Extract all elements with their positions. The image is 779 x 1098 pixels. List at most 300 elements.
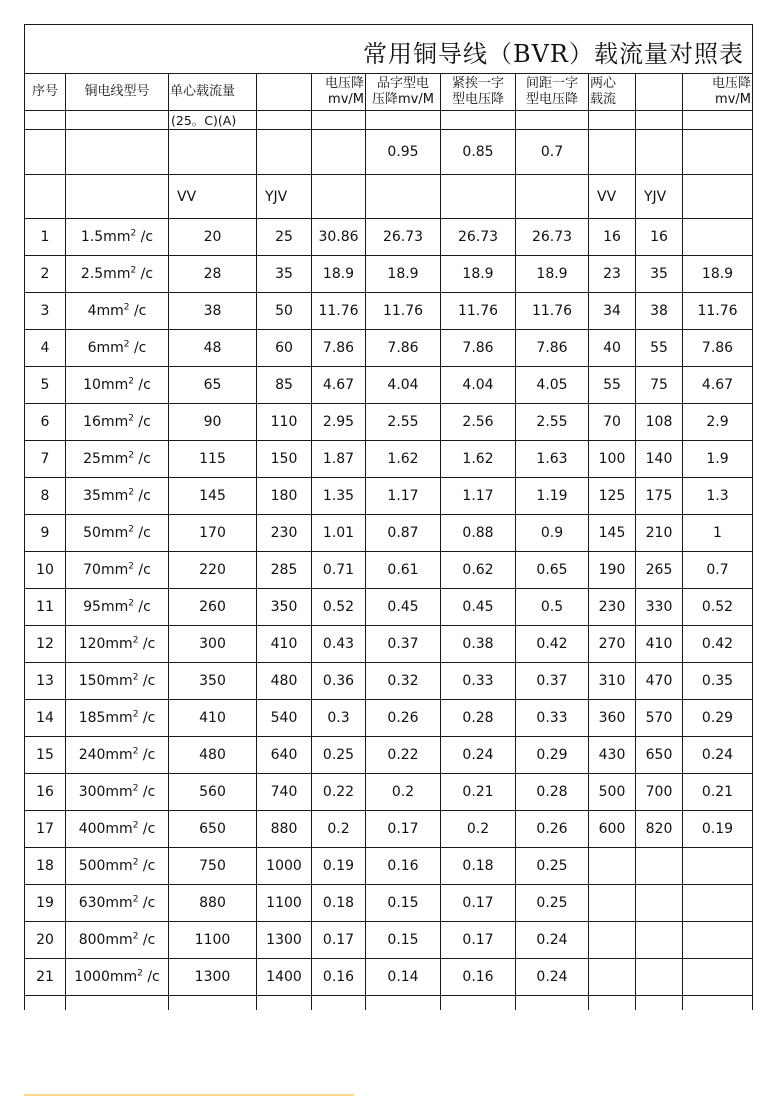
header-row <box>25 74 753 111</box>
header-spaced-flat-drop-line1: 间距一字 <box>525 76 578 91</box>
cell-twin-vv-ampacity: 100 <box>589 441 636 478</box>
cell-trefoil-drop: 0.87 <box>366 515 441 552</box>
cell-twin-yjv-ampacity: 75 <box>636 367 683 404</box>
cell-spaced-flat-drop: 0.9 <box>516 515 589 552</box>
header-trefoil-drop <box>366 74 441 111</box>
cell-single-vv-ampacity: 300 <box>169 626 257 663</box>
cell-twin-vv-ampacity: 430 <box>589 737 636 774</box>
wire-size: 300mm <box>78 784 133 800</box>
table-row <box>25 959 753 996</box>
cell-voltage-drop: 0.71 <box>312 552 366 589</box>
cell-wire-model <box>66 552 169 589</box>
wire-size: 70mm <box>83 562 129 578</box>
cell-spaced-flat-drop: 26.73 <box>516 219 589 256</box>
header-voltage-drop-line1: 电压降 <box>324 76 364 91</box>
wire-size: 500mm <box>78 858 133 874</box>
cell-twin-yjv-ampacity: 700 <box>636 774 683 811</box>
cell-touching-flat-drop: 2.56 <box>441 404 516 441</box>
header-touching-flat-drop <box>441 74 516 111</box>
wire-size: 6mm <box>87 340 124 356</box>
wire-size: 800mm <box>78 932 133 948</box>
cell-twin-voltage-drop <box>683 959 753 996</box>
per-core-suffix: /c <box>133 377 151 393</box>
cell-wire-model <box>66 922 169 959</box>
cell-touching-flat-drop: 0.16 <box>441 959 516 996</box>
cell-wire-model <box>66 404 169 441</box>
squared-superscript: 2 <box>123 339 130 350</box>
per-core-suffix: /c <box>138 710 156 726</box>
cell-spaced-flat-drop: 1.63 <box>516 441 589 478</box>
cell-twin-vv-ampacity <box>589 922 636 959</box>
cell-twin-vv-ampacity: 360 <box>589 700 636 737</box>
cell-wire-model <box>66 774 169 811</box>
cell-voltage-drop: 0.22 <box>312 774 366 811</box>
cell-spaced-flat-drop: 0.33 <box>516 700 589 737</box>
cell-wire-model <box>66 367 169 404</box>
per-core-suffix: /c <box>133 451 151 467</box>
cell-touching-flat-drop: 0.2 <box>441 811 516 848</box>
header-trefoil-drop-line1: 品字型电 <box>376 76 429 91</box>
per-core-suffix: /c <box>138 932 156 948</box>
cell-spaced-flat-drop: 0.24 <box>516 922 589 959</box>
cell-wire-model <box>66 811 169 848</box>
cell-trefoil-drop: 0.14 <box>366 959 441 996</box>
cell-twin-vv-ampacity <box>589 959 636 996</box>
cell-voltage-drop: 18.9 <box>312 256 366 293</box>
cell-twin-yjv-ampacity <box>636 848 683 885</box>
cell-trefoil-drop: 1.62 <box>366 441 441 478</box>
cell-touching-flat-drop: 0.38 <box>441 626 516 663</box>
cell-voltage-drop: 30.86 <box>312 219 366 256</box>
squared-superscript: 2 <box>128 450 134 461</box>
cell-spaced-flat-drop: 0.42 <box>516 626 589 663</box>
squared-superscript: 2 <box>128 376 134 387</box>
cell-twin-yjv-ampacity: 210 <box>636 515 683 552</box>
cell-single-vv-ampacity: 1100 <box>169 922 257 959</box>
cell-index: 14 <box>25 700 66 737</box>
cell-index: 4 <box>25 330 66 367</box>
cell-twin-vv-ampacity: 125 <box>589 478 636 515</box>
cell-twin-vv-ampacity <box>589 848 636 885</box>
per-core-suffix: /c <box>138 784 156 800</box>
header-spaced-flat-drop-line2: 型电压降 <box>525 92 578 107</box>
cell-spaced-flat-drop: 4.05 <box>516 367 589 404</box>
squared-superscript: 2 <box>132 820 139 831</box>
spreadsheet-sheet <box>24 24 752 1010</box>
cell-single-vv-ampacity: 38 <box>169 293 257 330</box>
cell-trefoil-drop: 0.15 <box>366 922 441 959</box>
cable-type-row <box>25 175 753 219</box>
table-title: 常用铜导线（BVR）载流量对照表 <box>25 25 753 74</box>
cell-twin-vv-ampacity: 190 <box>589 552 636 589</box>
wire-size: 10mm <box>83 377 129 393</box>
cell-index: 17 <box>25 811 66 848</box>
cell-single-yjv-ampacity: 230 <box>257 515 312 552</box>
cell-wire-model <box>66 700 169 737</box>
cell-trefoil-drop: 2.55 <box>366 404 441 441</box>
wire-size: 240mm <box>78 747 133 763</box>
cell-single-yjv-ampacity: 1400 <box>257 959 312 996</box>
cell-touching-flat-drop: 0.17 <box>441 922 516 959</box>
cell-twin-yjv-ampacity: 16 <box>636 219 683 256</box>
cell-single-yjv-ampacity: 50 <box>257 293 312 330</box>
cell-index: 20 <box>25 922 66 959</box>
subheader-row <box>25 111 753 130</box>
cell-voltage-drop: 1.35 <box>312 478 366 515</box>
cell-single-yjv-ampacity: 1300 <box>257 922 312 959</box>
cell-touching-flat-drop: 0.45 <box>441 589 516 626</box>
cell-single-yjv-ampacity: 540 <box>257 700 312 737</box>
cell-wire-model <box>66 589 169 626</box>
squared-superscript: 2 <box>132 931 139 942</box>
wire-size: 25mm <box>83 451 129 467</box>
cell-twin-vv-ampacity: 230 <box>589 589 636 626</box>
cell-wire-model <box>66 626 169 663</box>
table-row <box>25 330 753 367</box>
cell-twin-vv-ampacity: 16 <box>589 219 636 256</box>
squared-superscript: 2 <box>132 783 139 794</box>
cell-trefoil-drop: 0.17 <box>366 811 441 848</box>
table-row <box>25 219 753 256</box>
cell-spaced-flat-drop: 1.19 <box>516 478 589 515</box>
cell-touching-flat-drop: 0.33 <box>441 663 516 700</box>
cell-single-yjv-ampacity: 60 <box>257 330 312 367</box>
header-twin-core-line2: 载流 <box>590 92 617 107</box>
cell-twin-voltage-drop <box>683 848 753 885</box>
cell-twin-vv-ampacity: 23 <box>589 256 636 293</box>
header-twin-core-ampacity <box>589 74 636 111</box>
cell-spaced-flat-drop: 0.24 <box>516 959 589 996</box>
cell-trefoil-drop: 0.45 <box>366 589 441 626</box>
squared-superscript: 2 <box>130 265 137 276</box>
cell-twin-voltage-drop: 1.9 <box>683 441 753 478</box>
cell-wire-model <box>66 219 169 256</box>
header-empty-4 <box>257 74 312 111</box>
title-row <box>25 25 753 74</box>
cell-trefoil-drop: 7.86 <box>366 330 441 367</box>
per-core-suffix: /c <box>138 858 156 874</box>
cell-spaced-flat-drop: 0.29 <box>516 737 589 774</box>
cell-single-vv-ampacity: 410 <box>169 700 257 737</box>
wire-size: 50mm <box>83 525 129 541</box>
cell-voltage-drop: 0.25 <box>312 737 366 774</box>
squared-superscript: 2 <box>130 228 137 239</box>
cell-voltage-drop: 0.3 <box>312 700 366 737</box>
cell-single-yjv-ampacity: 1100 <box>257 885 312 922</box>
cell-single-vv-ampacity: 260 <box>169 589 257 626</box>
cell-single-vv-ampacity: 65 <box>169 367 257 404</box>
per-core-suffix: /c <box>133 599 151 615</box>
cell-index: 3 <box>25 293 66 330</box>
cell-voltage-drop: 0.16 <box>312 959 366 996</box>
wire-size: 35mm <box>83 488 129 504</box>
cell-twin-yjv-ampacity: 38 <box>636 293 683 330</box>
per-core-suffix: /c <box>138 747 156 763</box>
cell-twin-voltage-drop <box>683 219 753 256</box>
squared-superscript: 2 <box>132 672 139 683</box>
per-core-suffix: /c <box>136 229 154 245</box>
cell-voltage-drop: 1.01 <box>312 515 366 552</box>
cell-voltage-drop: 0.2 <box>312 811 366 848</box>
cell-touching-flat-drop: 0.28 <box>441 700 516 737</box>
factor-spaced-flat: 0.7 <box>516 130 589 175</box>
cell-wire-model <box>66 959 169 996</box>
cell-twin-voltage-drop: 4.67 <box>683 367 753 404</box>
cell-voltage-drop: 11.76 <box>312 293 366 330</box>
per-core-suffix: /c <box>133 414 151 430</box>
cell-single-yjv-ampacity: 25 <box>257 219 312 256</box>
cell-single-yjv-ampacity: 180 <box>257 478 312 515</box>
table-row <box>25 478 753 515</box>
table-row <box>25 848 753 885</box>
cell-single-vv-ampacity: 880 <box>169 885 257 922</box>
cell-single-yjv-ampacity: 410 <box>257 626 312 663</box>
cell-twin-voltage-drop: 7.86 <box>683 330 753 367</box>
header-single-core-ampacity: 单心载流量 <box>169 74 257 111</box>
squared-superscript: 2 <box>132 746 139 757</box>
cell-twin-yjv-ampacity: 35 <box>636 256 683 293</box>
table-row <box>25 515 753 552</box>
cell-twin-vv-ampacity: 70 <box>589 404 636 441</box>
cell-twin-yjv-ampacity: 820 <box>636 811 683 848</box>
cell-touching-flat-drop: 0.62 <box>441 552 516 589</box>
cell-twin-voltage-drop: 1 <box>683 515 753 552</box>
header-voltage-drop-line2: mv/M <box>328 92 364 107</box>
per-core-suffix: /c <box>133 525 151 541</box>
cell-voltage-drop: 0.17 <box>312 922 366 959</box>
table-row <box>25 552 753 589</box>
cell-spaced-flat-drop: 7.86 <box>516 330 589 367</box>
cell-voltage-drop: 2.95 <box>312 404 366 441</box>
cell-single-yjv-ampacity: 1000 <box>257 848 312 885</box>
cell-trefoil-drop: 0.26 <box>366 700 441 737</box>
cell-single-vv-ampacity: 350 <box>169 663 257 700</box>
cell-index: 12 <box>25 626 66 663</box>
cell-touching-flat-drop: 0.21 <box>441 774 516 811</box>
cell-twin-vv-ampacity: 145 <box>589 515 636 552</box>
cell-trefoil-drop: 0.32 <box>366 663 441 700</box>
wire-size: 630mm <box>78 895 133 911</box>
cell-twin-yjv-ampacity: 55 <box>636 330 683 367</box>
cell-wire-model <box>66 256 169 293</box>
cell-voltage-drop: 0.36 <box>312 663 366 700</box>
cell-twin-voltage-drop: 0.35 <box>683 663 753 700</box>
cell-single-yjv-ampacity: 150 <box>257 441 312 478</box>
per-core-suffix: /c <box>138 673 156 689</box>
squared-superscript: 2 <box>137 968 143 979</box>
cell-single-vv-ampacity: 650 <box>169 811 257 848</box>
cell-twin-yjv-ampacity: 108 <box>636 404 683 441</box>
type-single-vv: VV <box>169 175 257 219</box>
cell-single-vv-ampacity: 480 <box>169 737 257 774</box>
cell-twin-yjv-ampacity: 410 <box>636 626 683 663</box>
cell-touching-flat-drop: 0.24 <box>441 737 516 774</box>
cell-touching-flat-drop: 11.76 <box>441 293 516 330</box>
wire-size: 120mm <box>78 636 133 652</box>
cell-index: 13 <box>25 663 66 700</box>
table-row <box>25 367 753 404</box>
cell-wire-model <box>66 737 169 774</box>
cell-touching-flat-drop: 1.17 <box>441 478 516 515</box>
cell-index: 9 <box>25 515 66 552</box>
cell-index: 2 <box>25 256 66 293</box>
cell-twin-vv-ampacity: 55 <box>589 367 636 404</box>
cell-single-yjv-ampacity: 85 <box>257 367 312 404</box>
blank-row <box>25 996 753 1011</box>
cell-touching-flat-drop: 18.9 <box>441 256 516 293</box>
cell-trefoil-drop: 11.76 <box>366 293 441 330</box>
cell-single-yjv-ampacity: 740 <box>257 774 312 811</box>
cell-index: 21 <box>25 959 66 996</box>
per-core-suffix: /c <box>129 340 147 356</box>
header-twin-voltage-drop <box>683 74 753 111</box>
header-trefoil-drop-line2: 压降mv/M <box>372 92 434 107</box>
squared-superscript: 2 <box>132 635 139 646</box>
cell-single-vv-ampacity: 1300 <box>169 959 257 996</box>
cell-twin-voltage-drop: 0.42 <box>683 626 753 663</box>
header-touching-flat-drop-line2: 型电压降 <box>451 92 504 107</box>
cell-twin-yjv-ampacity <box>636 885 683 922</box>
cell-spaced-flat-drop: 18.9 <box>516 256 589 293</box>
squared-superscript: 2 <box>128 524 134 535</box>
cell-trefoil-drop: 0.2 <box>366 774 441 811</box>
cell-twin-yjv-ampacity: 570 <box>636 700 683 737</box>
cell-twin-yjv-ampacity: 650 <box>636 737 683 774</box>
cell-twin-yjv-ampacity <box>636 959 683 996</box>
cell-touching-flat-drop: 4.04 <box>441 367 516 404</box>
cell-single-vv-ampacity: 145 <box>169 478 257 515</box>
cell-spaced-flat-drop: 0.25 <box>516 885 589 922</box>
per-core-suffix: /c <box>136 266 154 282</box>
cell-twin-vv-ampacity: 600 <box>589 811 636 848</box>
cell-voltage-drop: 7.86 <box>312 330 366 367</box>
cell-voltage-drop: 0.18 <box>312 885 366 922</box>
cell-wire-model <box>66 441 169 478</box>
cell-single-vv-ampacity: 48 <box>169 330 257 367</box>
cell-wire-model <box>66 848 169 885</box>
table-row <box>25 663 753 700</box>
squared-superscript: 2 <box>128 598 134 609</box>
header-voltage-drop <box>312 74 366 111</box>
cell-touching-flat-drop: 0.88 <box>441 515 516 552</box>
squared-superscript: 2 <box>123 302 130 313</box>
cell-single-yjv-ampacity: 110 <box>257 404 312 441</box>
cell-twin-yjv-ampacity: 175 <box>636 478 683 515</box>
cell-wire-model <box>66 293 169 330</box>
cell-single-vv-ampacity: 20 <box>169 219 257 256</box>
table-row <box>25 404 753 441</box>
wire-size: 1000mm <box>74 969 138 985</box>
cell-single-yjv-ampacity: 35 <box>257 256 312 293</box>
cell-twin-vv-ampacity: 500 <box>589 774 636 811</box>
cell-twin-yjv-ampacity: 330 <box>636 589 683 626</box>
cell-twin-yjv-ampacity: 140 <box>636 441 683 478</box>
wire-size: 16mm <box>83 414 129 430</box>
cell-trefoil-drop: 0.37 <box>366 626 441 663</box>
cell-twin-vv-ampacity <box>589 885 636 922</box>
cell-single-yjv-ampacity: 880 <box>257 811 312 848</box>
cell-twin-voltage-drop: 0.24 <box>683 737 753 774</box>
cell-spaced-flat-drop: 0.65 <box>516 552 589 589</box>
table-row <box>25 626 753 663</box>
wire-size: 2.5mm <box>80 266 131 282</box>
cell-single-yjv-ampacity: 350 <box>257 589 312 626</box>
squared-superscript: 2 <box>132 857 139 868</box>
cell-single-vv-ampacity: 115 <box>169 441 257 478</box>
per-core-suffix: /c <box>142 969 160 985</box>
cell-spaced-flat-drop: 2.55 <box>516 404 589 441</box>
cell-twin-voltage-drop: 0.21 <box>683 774 753 811</box>
wire-size: 150mm <box>78 673 133 689</box>
cell-twin-voltage-drop: 18.9 <box>683 256 753 293</box>
per-core-suffix: /c <box>129 303 147 319</box>
table-row <box>25 293 753 330</box>
cell-voltage-drop: 0.19 <box>312 848 366 885</box>
cell-trefoil-drop: 26.73 <box>366 219 441 256</box>
cell-single-yjv-ampacity: 285 <box>257 552 312 589</box>
cell-touching-flat-drop: 7.86 <box>441 330 516 367</box>
header-spaced-flat-drop <box>516 74 589 111</box>
cell-twin-voltage-drop <box>683 885 753 922</box>
cell-twin-voltage-drop: 0.7 <box>683 552 753 589</box>
squared-superscript: 2 <box>128 413 134 424</box>
cell-voltage-drop: 4.67 <box>312 367 366 404</box>
table-row <box>25 922 753 959</box>
cell-twin-vv-ampacity: 40 <box>589 330 636 367</box>
type-single-yjv: YJV <box>257 175 312 219</box>
cell-twin-voltage-drop: 1.3 <box>683 478 753 515</box>
table-row <box>25 885 753 922</box>
table-row <box>25 589 753 626</box>
cell-single-vv-ampacity: 220 <box>169 552 257 589</box>
cell-twin-voltage-drop: 0.29 <box>683 700 753 737</box>
header-twin-voltage-drop-line2: mv/M <box>715 92 751 107</box>
factor-row <box>25 130 753 175</box>
cell-index: 1 <box>25 219 66 256</box>
cell-touching-flat-drop: 0.17 <box>441 885 516 922</box>
wire-size: 400mm <box>78 821 133 837</box>
cell-index: 7 <box>25 441 66 478</box>
per-core-suffix: /c <box>138 636 156 652</box>
temperature-unit-note: (25。C)(A) <box>169 111 257 130</box>
cell-highlight-underline <box>24 1094 354 1096</box>
table-row <box>25 700 753 737</box>
cell-twin-voltage-drop <box>683 922 753 959</box>
cell-single-vv-ampacity: 90 <box>169 404 257 441</box>
table-row <box>25 256 753 293</box>
wire-size: 185mm <box>78 710 133 726</box>
cell-voltage-drop: 0.52 <box>312 589 366 626</box>
type-twin-vv: VV <box>589 175 636 219</box>
per-core-suffix: /c <box>133 562 151 578</box>
cell-spaced-flat-drop: 0.37 <box>516 663 589 700</box>
cell-index: 18 <box>25 848 66 885</box>
cell-twin-vv-ampacity: 310 <box>589 663 636 700</box>
cell-twin-voltage-drop: 2.9 <box>683 404 753 441</box>
cell-trefoil-drop: 0.16 <box>366 848 441 885</box>
cell-spaced-flat-drop: 11.76 <box>516 293 589 330</box>
cell-twin-yjv-ampacity: 470 <box>636 663 683 700</box>
cell-index: 5 <box>25 367 66 404</box>
cell-index: 15 <box>25 737 66 774</box>
table-row <box>25 774 753 811</box>
cell-index: 16 <box>25 774 66 811</box>
cell-trefoil-drop: 0.15 <box>366 885 441 922</box>
cell-spaced-flat-drop: 0.26 <box>516 811 589 848</box>
cell-voltage-drop: 1.87 <box>312 441 366 478</box>
cell-twin-voltage-drop: 11.76 <box>683 293 753 330</box>
cell-trefoil-drop: 0.61 <box>366 552 441 589</box>
